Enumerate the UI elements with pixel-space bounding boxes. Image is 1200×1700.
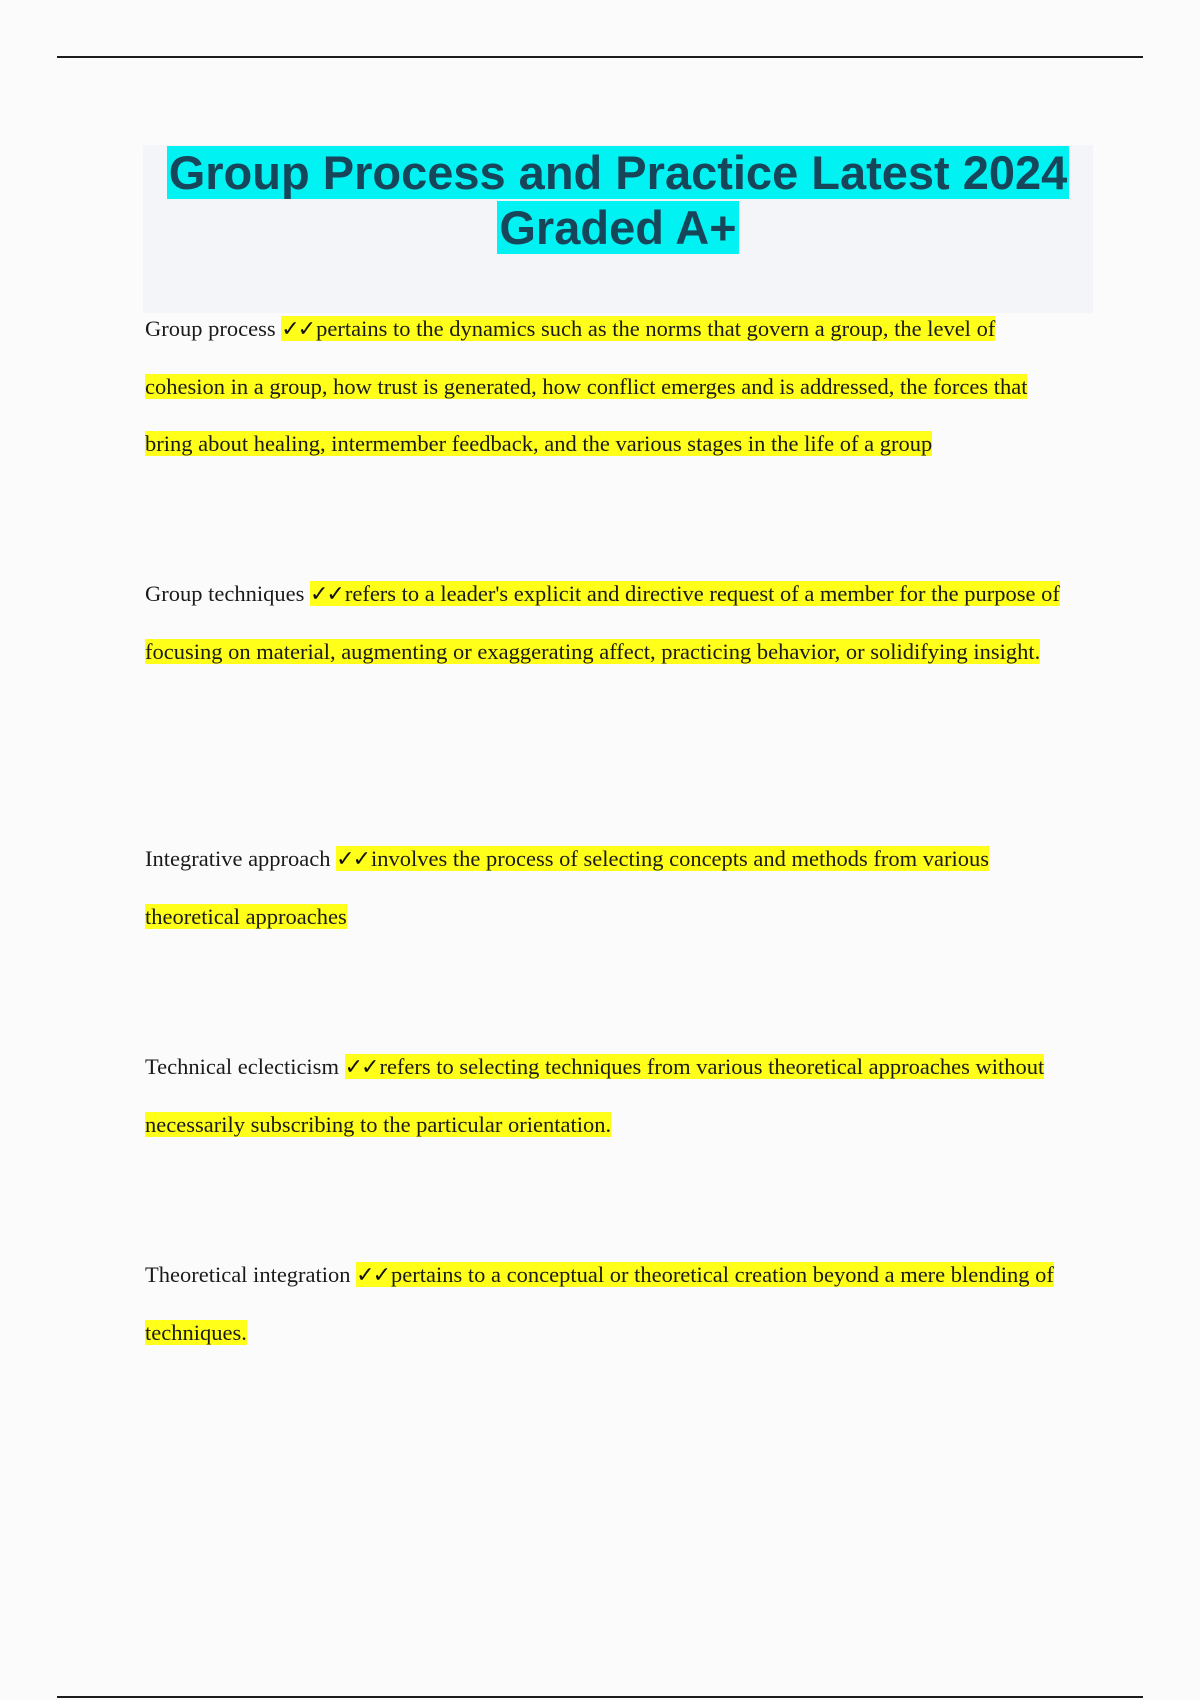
entry-term: Theoretical integration <box>145 1262 351 1287</box>
entry-definition: refers to selecting techniques from various theoretical approaches without necessarily subscribing to the particular orientation. <box>145 1054 1045 1137</box>
entry-definition: pertains to a conceptual or theoretical creation beyond a mere blending of techniques. <box>145 1262 1054 1345</box>
entry-term: Group techniques <box>145 581 305 606</box>
double-check-icon: ✓✓ <box>309 582 343 607</box>
top-rule <box>57 56 1143 58</box>
entry-group-process <box>145 300 1075 472</box>
double-check-icon: ✓✓ <box>336 847 370 872</box>
entry-definition: pertains to the dynamics such as the norms that govern a group, the level of cohesion in a group, how trust is generated, how conflict emerges and is addressed, the forces that bring about healing, intermember feedback, and the various stages in the life of a group <box>145 316 1028 456</box>
double-check-icon: ✓✓ <box>356 1263 390 1288</box>
entry-term: Technical eclecticism <box>145 1054 339 1079</box>
bottom-rule <box>57 1696 1143 1698</box>
entry-integrative-approach <box>145 830 1075 945</box>
double-check-icon: ✓✓ <box>344 1055 378 1080</box>
entry-definition: refers to a leader's explicit and directive request of a member for the purpose of focusing on material, augmenting or exaggerating affect, practicing behavior, or solidifying insight. <box>145 581 1060 664</box>
document-title <box>143 145 1093 255</box>
entry-definition: involves the process of selecting concepts and methods from various theoretical approaches <box>145 846 990 929</box>
entry-term: Integrative approach <box>145 846 331 871</box>
entry-term: Group process <box>145 316 276 341</box>
double-check-icon: ✓✓ <box>281 317 315 342</box>
entry-technical-eclecticism <box>145 1038 1075 1153</box>
entry-theoretical-integration <box>145 1246 1075 1361</box>
entry-definition-highlight <box>145 316 1027 456</box>
document-title-text: Group Process and Practice Latest 2024 Graded A+ <box>168 146 1068 254</box>
entry-group-techniques <box>145 565 1075 680</box>
